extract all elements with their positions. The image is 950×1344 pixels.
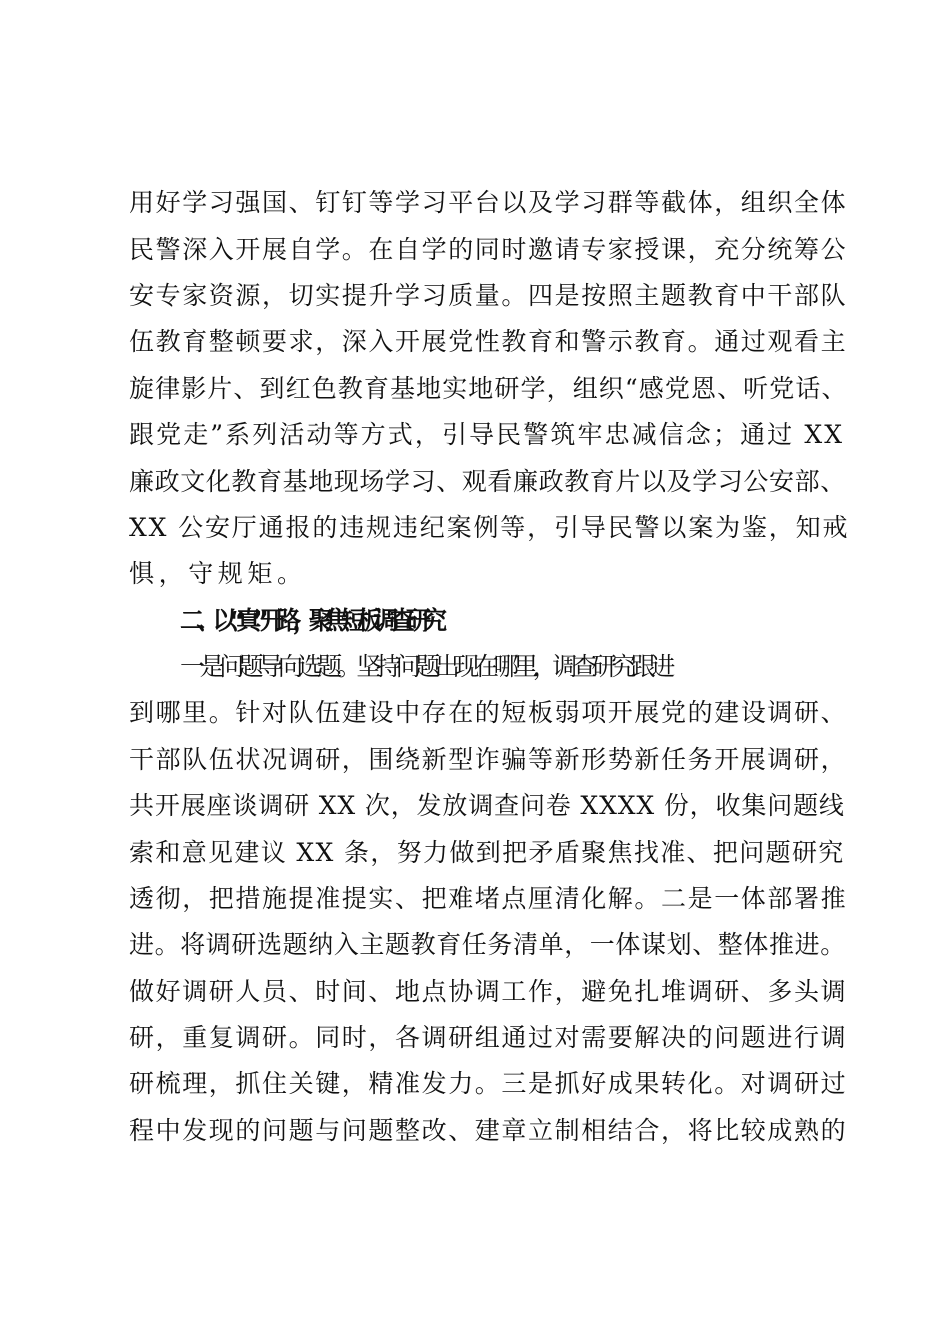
body-text-line: 程中发现的问题与问题整改、建章立制相结合，将比较成熟的: [129, 1116, 848, 1145]
body-text-line: 研梳理，抓住关键，精准发力。三是抓好成果转化。对调研过: [129, 1069, 848, 1098]
body-text-line: 用好学习强国、钉钉等学习平台以及学习群等截体，组织全体: [129, 188, 848, 217]
body-text-line: 到哪里。针对队伍建设中存在的短板弱项开展党的建设调研、: [129, 698, 848, 727]
body-text-line: XX 公安厅通报的违规违纪案例等，引导民警以案为鉴，知戒: [129, 513, 850, 542]
body-text-line: 惧，守规矩。: [129, 559, 307, 588]
paragraph-first-line: 一是问题导向选题。坚持问题出现在哪里，调查研究跟进: [180, 652, 671, 681]
body-text-line: 做好调研人员、时间、地点协调工作，避免扎堆调研、多头调: [129, 977, 848, 1006]
body-text-line: 廉政文化教育基地现场学习、观看廉政教育片以及学习公安部、: [129, 467, 846, 496]
body-text-line: 安专家资源，切实提升学习质量。四是按照主题教育中干部队: [129, 281, 848, 310]
body-text-line: 民警深入开展自学。在自学的同时邀请专家授课，充分统筹公: [129, 235, 848, 264]
body-text-line: 研，重复调研。同时，各调研组通过对需要解决的问题进行调: [129, 1023, 848, 1052]
body-text-line: 伍教育整顿要求，深入开展党性教育和警示教育。通过观看主: [129, 327, 848, 356]
body-text-line: 干部队伍状况调研，围绕新型诈骗等新形势新任务开展调研，: [129, 745, 848, 774]
body-text-line: 旋律影片、到红色教育基地实地研学，组织“感党恩、听党话、: [129, 374, 848, 403]
section-heading: 二、以“真”开路，聚焦短板调查研究: [180, 606, 439, 635]
body-text-line: 跟党走”系列活动等方式，引导民警筑牢忠减信念；通过 XX: [129, 420, 845, 449]
body-text-line: 索和意见建议 XX 条，努力做到把矛盾聚焦找准、把问题研究: [129, 838, 845, 867]
body-text-line: 透彻，把措施提准提实、把难堵点厘清化解。二是一体部署推: [129, 884, 848, 913]
body-text-line: 进。将调研选题纳入主题教育任务清单，一体谋划、整体推进。: [129, 930, 846, 959]
body-text-line: 共开展座谈调研 XX 次，发放调查问卷 XXXX 份，收集问题线: [129, 791, 845, 820]
